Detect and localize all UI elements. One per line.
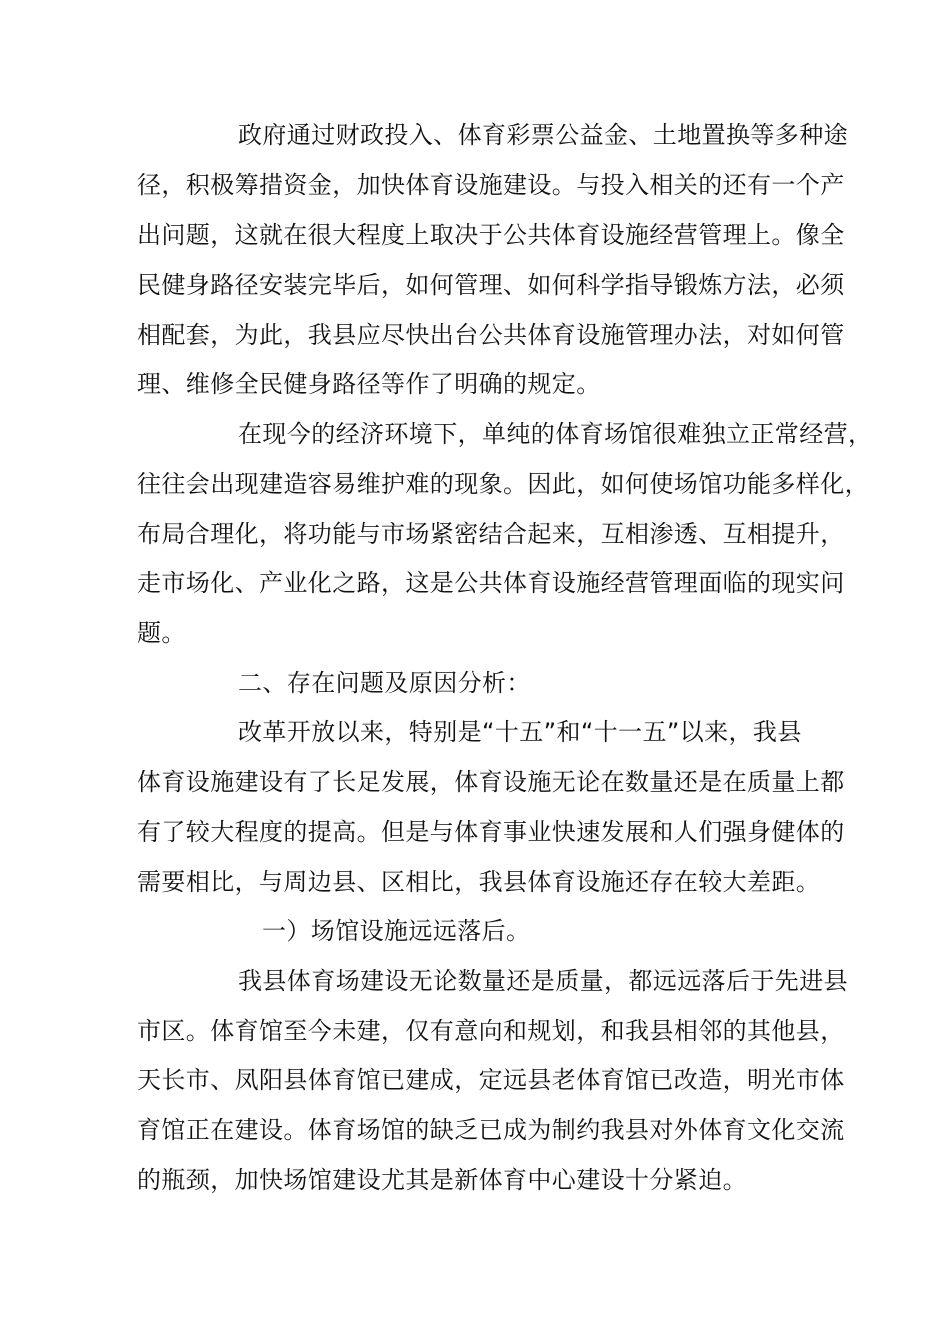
paragraph-3-line-4: 需要相比，与周边县、区相比，我县体育设施还存在较大差距。 bbox=[137, 868, 821, 896]
paragraph-3-line-3: 有了较大程度的提高。但是与体育事业快速发展和人们强身健体的 bbox=[137, 818, 845, 846]
paragraph-1-line-3: 出问题，这就在很大程度上取决于公共体育设施经营管理上。像全 bbox=[137, 221, 845, 249]
paragraph-1-line-1: 政府通过财政投入、体育彩票公益金、土地置换等多种途 bbox=[238, 121, 848, 149]
paragraph-2-line-5: 题。 bbox=[137, 619, 186, 647]
paragraph-4-line-5: 的瓶颈，加快场馆建设尤其是新体育中心建设十分紧迫。 bbox=[137, 1166, 747, 1194]
paragraph-4-line-1: 我县体育场建设无论数量还是质量，都远远落后于先进县 bbox=[238, 967, 848, 995]
paragraph-2-line-3: 布局合理化，将功能与市场紧密结合起来，互相渗透、互相提升， bbox=[137, 520, 845, 548]
paragraph-2-line-2: 往往会出现建造容易维护难的现象。因此，如何使场馆功能多样化， bbox=[137, 470, 869, 498]
section-heading-2: 二、存在问题及原因分析： bbox=[238, 669, 531, 697]
paragraph-2-line-1: 在现今的经济环境下，单纯的体育场馆很难独立正常经营， bbox=[238, 420, 873, 448]
paragraph-1-line-5: 相配套，为此，我县应尽快出台公共体育设施管理办法，对如何管 bbox=[137, 321, 845, 349]
paragraph-1-line-2: 径，积极筹措资金，加快体育设施建设。与投入相关的还有一个产 bbox=[137, 171, 845, 199]
paragraph-1-line-6: 理、维修全民健身路径等作了明确的规定。 bbox=[137, 370, 601, 398]
paragraph-4-line-4: 育馆正在建设。体育场馆的缺乏已成为制约我县对外体育文化交流 bbox=[137, 1116, 845, 1144]
paragraph-3-line-1: 改革开放以来，特别是“十五”和“十一五”以来，我县 bbox=[238, 718, 802, 746]
paragraph-1-line-4: 民健身路径安装完毕后，如何管理、如何科学指导锻炼方法，必须 bbox=[137, 271, 845, 299]
paragraph-4-line-2: 市区。体育馆至今未建，仅有意向和规划，和我县相邻的其他县， bbox=[137, 1017, 845, 1045]
subsection-heading-1: 一）场馆设施远远落后。 bbox=[262, 917, 531, 945]
paragraph-4-line-3: 天长市、凤阳县体育馆已建成，定远县老体育馆已改造，明光市体 bbox=[137, 1066, 845, 1094]
paragraph-3-line-2: 体育设施建设有了长足发展，体育设施无论在数量还是在质量上都 bbox=[137, 768, 845, 796]
paragraph-2-line-4: 走市场化、产业化之路，这是公共体育设施经营管理面临的现实问 bbox=[137, 569, 845, 597]
